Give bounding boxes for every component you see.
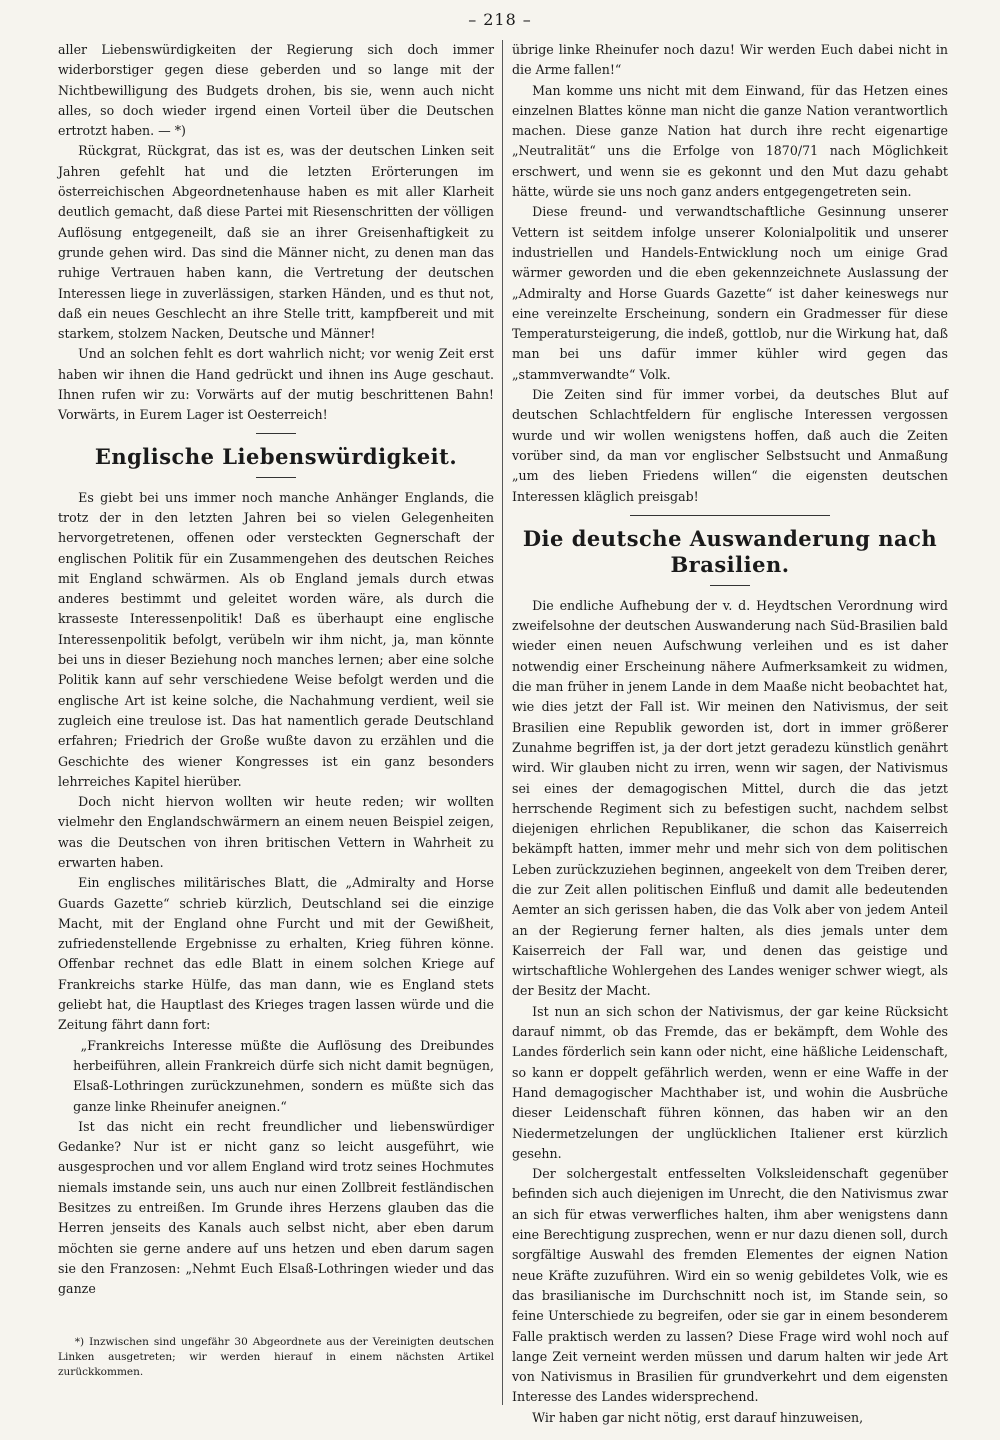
article-paragraph: Es giebt bei uns immer noch manche Anhänger Englands, die trotz der in den letzten Jahren bei so vielen Gelegenheiten hervorgetretenen, offenen oder versteckten Gegnerschaft der englischen Politik für ein Zusammengehen des deutschen Reiches mit England schwärmen. Als ob England jemals durch etwas anderes bestimmt und geleitet worden wäre, als durch die krasseste Interessenpolitik! Daß es überhaupt eine englische Interessenpolitik befolgt, verübeln wir ihm nicht, ja, man könnte bei uns in dieser Beziehung noch manches lernen; aber eine solche Politik kann auf sehr verschiedene Weise befolgt werden und die englische Art ist keine solche, die Nachahmung verdient, weil sie zugleich eine treulose ist. Das hat namentlich gerade Deutschland erfahren; Friedrich der Große wußte davon zu erzählen und die Geschichte des wiener Kongresses ist ein ganz besonders lehrreiches Kapitel hierüber. [58,489,494,789]
right-column [512,40,948,1428]
article-title-englische-liebenswuerdigkeit: Englische Liebenswürdigkeit. [94,443,458,469]
article-title-deutsche-auswanderung: Die deutsche Auswanderung nach Brasilien. [522,525,938,577]
article-paragraph: Die endliche Aufhebung der v. d. Heydtschen Verordnung wird zweifelsohne der deutschen Auswanderung nach Süd-Brasilien bald wieder einen neuen Aufschwung verleihen und es ist daher notwendig einer Erscheinung nähere Aufmerksamkeit zu widmen, die man früher in jenem Lande in dem Maaße nicht beobachtet hat, wie dies jetzt der Fall ist. Wir meinen den Nativismus, der seit Brasilien eine Republik geworden ist, dort in immer größerer Zunahme begriffen ist, ja der dort jetzt geradezu künstlich genährt wird. Wir glauben nicht zu irren, wenn wir sagen, der Nativismus sei eines der demagogischen Mittel, durch die das jetzt herrschende Regiment sich zu befestigen sucht, nachdem selbst diejenigen ehrlichen Republikaner, die schon das Kaiserreich bekämpft hatten, immer mehr und mehr sich von dem politischen Leben zurückzuziehen beginnen, angeekelt von dem Treiben derer, die zur Zeit allen politischen Einfluß und damit alle bedeutenden Aemter an sich gerissen haben, die das Volk aber von jedem Anteil an der Regierung ferner halten, als dies jemals unter dem Kaiserreich der Fall war, und denen das geistige und wirtschaftliche Wohlergehen des Landes weniger schwer wiegt, als der Besitz der Macht. [512,597,948,999]
intro-paragraph: aller Liebenswürdigkeiten der Regierung sich doch immer widerborstiger gegen diese geberden und so lange mit der Nichtbewilligung des Budgets drohen, bis sie, wenn auch nicht alles, so doch wieder irgend einen Vorteil über die Deutschen ertrotzt haben. — *) [58,42,494,139]
article-paragraph: Doch nicht hiervon wollten wir heute reden; wir wollten vielmehr den Englandschwärmern an einem neuen Beispiel zeigen, was die Deutschen von ihren britischen Vettern in Wahrheit zu erwarten haben. [58,794,494,870]
article-paragraph: Ein englisches militärisches Blatt, die „Admiralty and Horse Guards Gazette“ schrieb kürzlich, Deutschland sei die einzige Macht, mit der England ohne Furcht und mit der Gewißheit, zufriedenstellende Ergebnisse zu erhalten, Krieg führen könne. Offenbar rechnet das edle Blatt in einem solchen Kriege auf Frankreichs starke Hülfe, das man dann, wie es England stets geliebt hat, die Hauptlast des Krieges tragen lassen würde und die Zeitung fährt dann fort: [58,875,494,1033]
article-paragraph: Wir haben gar nicht nötig, erst darauf hinzuweisen, [532,1409,864,1425]
continued-paragraph: Diese freund- und verwandtschaftliche Gesinnung unserer Vettern ist seitdem infolge unserer Kolonialpolitik und unserer industriellen und Handels-Entwicklung noch um einige Grad wärmer geworden und die eben gekennzeichnete Auslassung der „Admiralty and Horse Guards Gazette“ ist daher keineswegs nur eine vereinzelte Erscheinung, sondern ein Gradmesser für diese Temperatursteigerung, die indeß, gottlob, nur die Wirkung hat, daß man bei uns dafür immer kühler wird gegen das „stammverwandte“ Volk. [512,204,948,382]
article-paragraph: Ist nun an sich schon der Nativismus, der gar keine Rücksicht darauf nimmt, ob das Fremde, das er bekämpft, dem Wohle des Landes förderlich sein kann oder nicht, eine häßliche Leidenschaft, so kann er doppelt gefährlich werden, wenn er eine Waffe in der Hand demagogischer Machthaber ist, und wohin die Ausbrüche dieser Leidenschaft führen können, das haben wir an den Niedermetzelungen der unglücklichen Italiener erst kürzlich gesehn. [512,1003,948,1161]
title-rule [256,477,296,478]
intro-paragraph: Rückgrat, Rückgrat, das ist es, was der deutschen Linken seit Jahren gefehlt hat und die letzten Erörterungen im österreichischen Abgeordnetenhause haben es mit aller Klarheit deutlich gemacht, daß diese Partei mit Riesenschritten der völligen Auflösung entgegeneilt, daß sie an ihrer Greisenhaftigkeit zu grunde gehen wird. Das sind die Männer nicht, zu denen man das ruhige Vertrauen haben kann, die Vertretung der deutschen Interessen liege in zuverlässigen, starken Händen, und es thut not, daß ein neues Geschlecht an ihre Stelle tritt, kampfbereit und mit starkem, stolzem Nacken, Deutsche und Männer! [58,143,494,342]
section-separator [630,515,830,516]
article-paragraph: Der solchergestalt entfesselten Volksleidenschaft gegenüber befinden sich auch diejenigen im Unrecht, die den Nativismus zwar an sich für etwas verwerfliches halten, ihm aber wenigstens dann eine Berechtigung zusprechen, wenn er nur dazu dienen soll, durch sorgfältige Auswahl des fremden Elementes der eignen Nation neue Kräfte zuzuführen. Wird ein so wenig gebildetes Volk, wie es das brasilianische im Durchschnitt noch ist, im Stande sein, so feine Unterschiede zu begreifen, oder sie gar in einem besonderem Falle praktisch werden zu lassen? Diese Frage wird wohl noch auf lange Zeit verneint werden müssen und darum halten wir jede Art von Nativismus in Brasilien für grundverkehrt und dem eigensten Interesse des Landes widersprechend. [512,1166,948,1405]
article-paragraph: Ist das nicht ein recht freundlicher und liebenswürdiger Gedanke? Nur ist er nicht ganz so leicht ausgeführt, wie ausgesprochen und vor allem England wird trotz seines Hochmutes niemals imstande sein, uns auch nur einen Zollbreit festländischen Besitzes zu entreißen. Im Grunde ihres Herzens glauben das die Herren jenseits des Kanals auch selbst nicht, aber eben darum möchten sie gerne andere auf uns hetzen und eben darum sagen sie den Franzosen: „Nehmt Euch Elsaß-Lothringen wieder und das ganze [58,1118,494,1297]
continued-paragraph: Die Zeiten sind für immer vorbei, da deutsches Blut auf deutschen Schlachtfeldern für englische Interessen vergossen wurde und wir wollen wenigstens hoffen, daß auch die Zeiten vorüber sind, da man vor englischer Selbstsucht und Anmaßung „um des lieben Friedens willen“ die eigensten deutschen Interessen kläglich preisgab! [512,387,948,504]
intro-paragraph: Und an solchen fehlt es dort wahrlich nicht; vor wenig Zeit erst haben wir ihnen die Hand gedrückt und ihnen ins Auge geschaut. Ihnen rufen wir zu: Vorwärts auf der mutig beschrittenen Bahn! Vorwärts, in Eurem Lager ist Oesterreich! [58,346,494,423]
article-quote: „Frankreichs Interesse müßte die Auflösung des Dreibundes herbeiführen, allein Frankreich dürfe sich nicht damit begnügen, Elsaß-Lothringen zurückzunehmen, sondern es müßte sich das ganze linke Rheinufer aneignen.“ [73,1037,494,1114]
continued-paragraph: übrige linke Rheinufer noch dazu! Wir werden Euch dabei nicht in die Arme fallen!“ [512,42,948,78]
page-number-dash-left: – [468,10,478,29]
page-number-text: 218 [483,10,517,29]
footnote-text: *) Inzwischen sind ungefähr 30 Abgeordnete aus der Vereinigten deutschen Linken ausgetreten; wir werden hierauf in einem nächsten Artikel zurückkommen. [58,1336,494,1378]
left-column [58,40,494,1300]
page-number-dash-right: – [522,10,532,29]
section-separator [256,433,296,434]
column-divider [502,40,503,1405]
footnote [58,1335,494,1380]
page-number [0,10,1000,29]
continued-paragraph: Man komme uns nicht mit dem Einwand, für das Hetzen eines einzelnen Blattes könne man nicht die ganze Nation verantwortlich machen. Diese ganze Nation hat durch ihre recht eigenartige „Neutralität“ uns die Erfolge von 1870/71 nach Möglichkeit erschwert, und wenn sie es gekonnt und den Mut dazu gehabt hätte, würde sie uns noch ganz anders entgegengetreten sein. [512,82,948,200]
title-rule [710,585,750,586]
